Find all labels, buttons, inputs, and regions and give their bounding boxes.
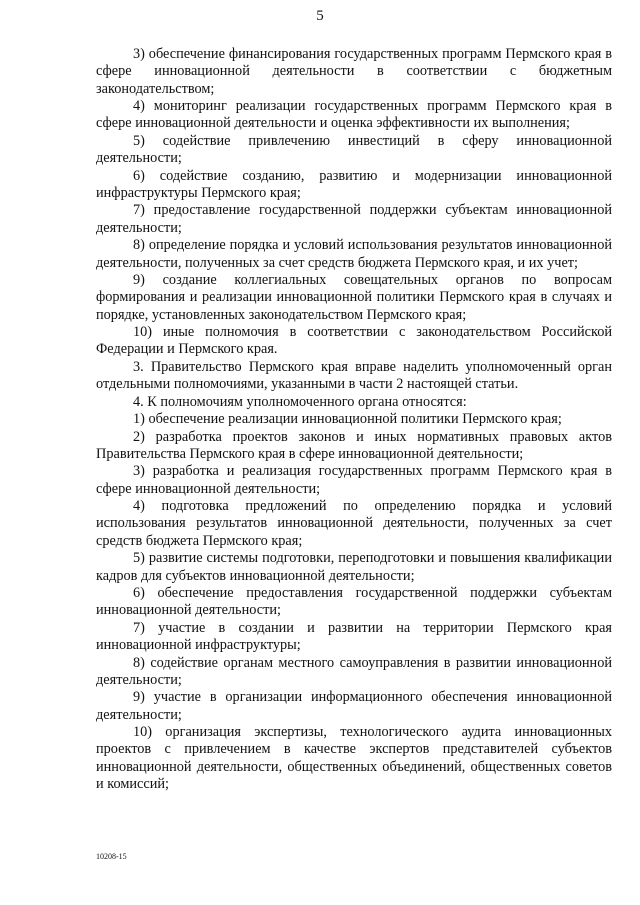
paragraph-2-5: 5) содействие привлечению инвестиций в сферу инновационной деятельности; bbox=[96, 132, 612, 167]
paragraph-2-8: 8) определение порядка и условий использования результатов инновационной деятельности, полученных за счет средств бюджета Пермского края, и их учет; bbox=[96, 237, 612, 271]
paragraph-4-1: 1) обеспечение реализации инновационной политики Пермского края; bbox=[133, 411, 562, 428]
paragraph-4-9: 9) участие в организации информационного обеспечения инновационной деятельности; bbox=[96, 689, 612, 723]
paragraph-2-9: 9) создание коллегиальных совещательных органов по вопросам формирования и реализации инновационной политики Пермского края в случаях и порядке, установленных законодательством Пермского края; bbox=[96, 271, 612, 323]
paragraph-part-3: 3. Правительство Пермского края вправе наделить уполномоченный орган отдельными полномочиями, указанными в части 2 настоящей статьи. bbox=[96, 358, 612, 393]
paragraph-2-6: 6) содействие созданию, развитию и модернизации инновационной инфраструктуры Пермского края; bbox=[96, 167, 612, 201]
paragraph-2-3: 3) обеспечение финансирования государственных программ Пермского края в сфере инновационной деятельности в соответствии с бюджетным законодательством; bbox=[96, 46, 612, 97]
paragraph-4-6: 6) обеспечение предоставления государственной поддержки субъектам инновационной деятельности; bbox=[96, 585, 612, 619]
paragraph-4-7: 7) участие в создании и развитии на территории Пермского края инновационной инфраструктуры; bbox=[96, 619, 612, 654]
paragraph-4-2: 2) разработка проектов законов и иных нормативных правовых актов Правительства Пермского края в сфере инновационной деятельности; bbox=[96, 428, 612, 462]
paragraph-2-10: 10) иные полномочия в соответствии с законодательством Российской Федерации и Пермского края. bbox=[96, 324, 612, 358]
document-code: 10208-15 bbox=[96, 852, 127, 861]
paragraph-part-4: 4. К полномочиям уполномоченного органа относятся: bbox=[133, 393, 467, 410]
paragraph-2-4: 4) мониторинг реализации государственных программ Пермского края в сфере инновационной деятельности и оценка эффективности их выполнения; bbox=[96, 98, 612, 132]
paragraph-4-8: 8) содействие органам местного самоуправления в развитии инновационной деятельности; bbox=[96, 654, 612, 688]
paragraph-4-3: 3) разработка и реализация государственных программ Пермского края в сфере инновационной деятельности; bbox=[96, 463, 612, 497]
page-number: 5 bbox=[316, 8, 324, 24]
paragraph-4-10: 10) организация экспертизы, технологического аудита инновационных проектов с привлечением в качестве экспертов представителей субъектов инновационной деятельности, общественных объединений, общественных советов и комиссий; bbox=[96, 724, 612, 793]
paragraph-2-7: 7) предоставление государственной поддержки субъектам инновационной деятельности; bbox=[96, 202, 612, 236]
paragraph-4-4: 4) подготовка предложений по определению порядка и условий использования результатов инновационной деятельности, полученных за счет средств бюджета Пермского края; bbox=[96, 498, 612, 549]
document-body bbox=[96, 46, 612, 794]
paragraph-4-5: 5) развитие системы подготовки, переподготовки и повышения квалификации кадров для субъектов инновационной деятельности; bbox=[96, 550, 612, 584]
